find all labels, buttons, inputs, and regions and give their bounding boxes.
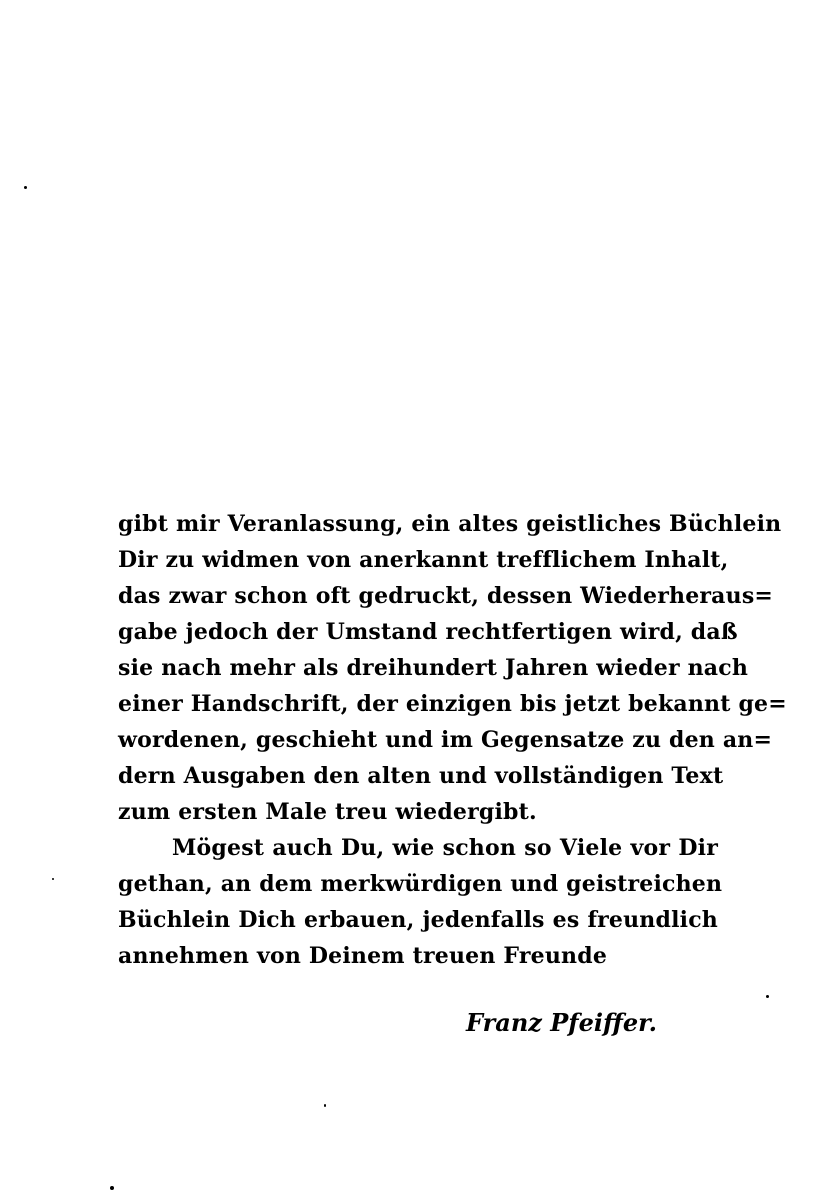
letter-line: annehmen von Deinem treuen Freunde — [118, 943, 608, 969]
signature: Franz Pfeiffer. — [466, 1008, 657, 1037]
letter-line: dern Ausgaben den alten und vollständigen Text — [118, 763, 724, 789]
letter-line: zum ersten Male treu wiedergibt. — [118, 799, 537, 825]
letter-line: Mögest auch Du, wie schon so Viele vor Dir — [172, 835, 718, 861]
letter-line: wordenen, geschieht und im Gegensatze zu den an= — [118, 727, 773, 753]
letter-line: Dir zu widmen von anerkannt trefflichem Inhalt, — [118, 547, 729, 573]
scan-speck — [324, 1104, 326, 1107]
scan-speck — [110, 1186, 114, 1190]
letter-line: gibt mir Veranlassung, ein altes geistliches Büchlein — [118, 511, 782, 537]
letter-line: sie nach mehr als dreihundert Jahren wieder nach — [118, 655, 749, 681]
letter-body — [118, 506, 787, 974]
scan-speck — [766, 995, 769, 998]
letter-line: Büchlein Dich erbauen, jedenfalls es freundlich — [118, 907, 718, 933]
scan-speck — [52, 878, 54, 880]
scan-speck — [24, 186, 27, 189]
letter-line: das zwar schon oft gedruckt, dessen Wiederheraus= — [118, 583, 774, 609]
letter-line: gabe jedoch der Umstand rechtfertigen wird, daß — [118, 619, 738, 645]
letter-line: einer Handschrift, der einzigen bis jetzt bekannt ge= — [118, 691, 787, 717]
letter-line: gethan, an dem merkwürdigen und geistreichen — [118, 871, 723, 897]
